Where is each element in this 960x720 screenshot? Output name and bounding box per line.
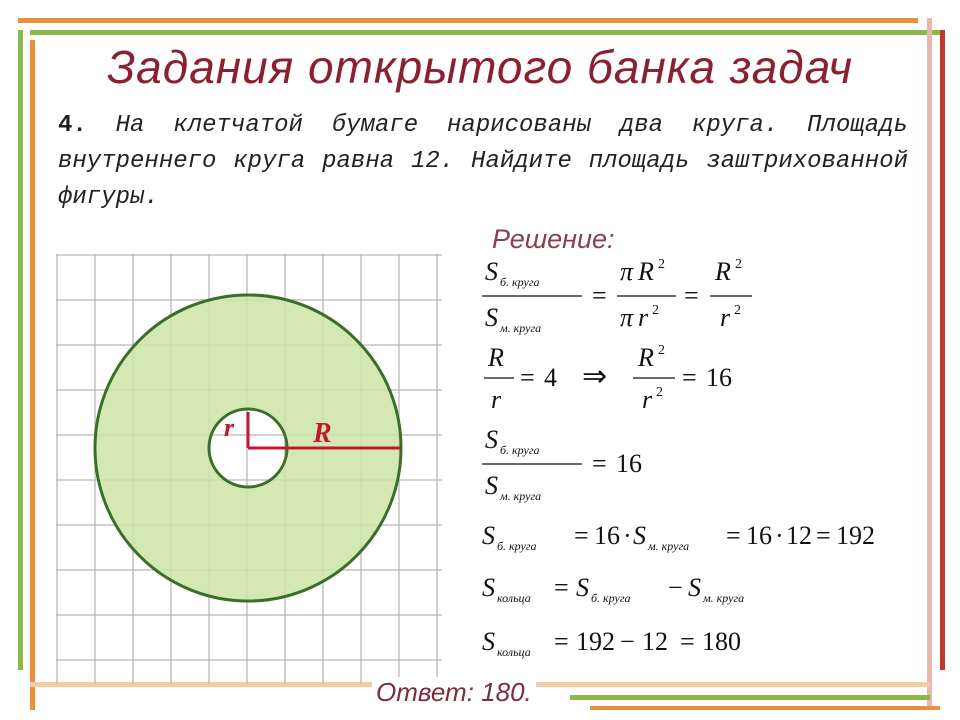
exp-5: 2	[658, 343, 665, 358]
exp-4: 2	[734, 303, 741, 318]
frame-top-orange	[18, 18, 918, 23]
exp-6: 2	[656, 385, 663, 400]
n192-1: 192	[836, 521, 875, 550]
svg-text:=: =	[554, 573, 569, 602]
sub-small-1: м. круга	[500, 321, 542, 335]
svg-text:=: =	[592, 281, 607, 310]
n12-1: 12	[786, 521, 812, 550]
exp-1: 2	[658, 257, 665, 272]
svg-text:=: =	[684, 281, 699, 310]
label-R: R	[313, 418, 332, 449]
svg-text:S: S	[482, 627, 495, 656]
frame-left-orange	[30, 40, 35, 710]
n180: 180	[702, 627, 741, 656]
problem-statement	[58, 108, 908, 216]
page-title: Задания открытого банка задач	[106, 41, 854, 93]
frame-left-green	[18, 30, 23, 670]
sub-big-4: б. круга	[591, 591, 631, 605]
svg-text:=: =	[682, 363, 697, 392]
n12-2: 12	[642, 627, 668, 656]
n16-3: 16	[594, 521, 620, 550]
svg-text:S: S	[485, 303, 498, 332]
figure	[56, 254, 442, 684]
svg-text:r: r	[491, 385, 502, 414]
svg-text:S: S	[633, 521, 646, 550]
svg-text:R: R	[638, 343, 654, 372]
sub-ring-2: кольца	[497, 645, 531, 659]
exp-3: 2	[735, 257, 742, 272]
sub-small-4: м. круга	[703, 591, 745, 605]
sub-small-3: м. круга	[648, 539, 690, 553]
svg-text:−: −	[668, 573, 683, 602]
frame-top-green	[30, 30, 940, 35]
n16-4: 16	[746, 521, 772, 550]
svg-text:=: =	[726, 521, 741, 550]
exp-2: 2	[652, 303, 659, 318]
n16-1: 16	[706, 363, 732, 392]
svg-text:S: S	[688, 573, 701, 602]
svg-text:S: S	[485, 471, 498, 500]
svg-text:=: =	[520, 363, 535, 392]
problem-text: На клетчатой бумаге нарисованы два круга. Площадь внутреннего круга равна 12. Найдите площадь заштрихованной фигуры.	[58, 112, 908, 211]
svg-text:·: ·	[623, 521, 632, 550]
answer: Ответ: 180.	[372, 677, 536, 708]
n4: 4	[544, 363, 557, 392]
svg-text:r: r	[642, 385, 653, 414]
sub-small-2: м. круга	[500, 489, 542, 503]
svg-text:S: S	[576, 573, 589, 602]
svg-text:S: S	[485, 257, 498, 286]
svg-text:⇒: ⇒	[582, 360, 608, 393]
pi-1: π	[620, 257, 634, 286]
svg-text:=: =	[680, 627, 695, 656]
svg-text:=: =	[592, 449, 607, 478]
sub-big-2: б. круга	[500, 443, 540, 457]
frame-bottom-orange	[590, 706, 940, 710]
solution-formulas	[470, 250, 960, 670]
pi-2: π	[620, 303, 634, 332]
svg-text:R: R	[488, 343, 504, 372]
n192-2: 192	[576, 627, 615, 656]
solution-label: Решение:	[492, 224, 615, 254]
label-r: r	[224, 413, 235, 442]
problem-number: 4.	[58, 112, 87, 139]
sub-big-1: б. круга	[500, 275, 540, 289]
svg-text:=: =	[554, 627, 569, 656]
sub-big-3: б. круга	[497, 539, 537, 553]
svg-text:S: S	[485, 425, 498, 454]
svg-text:·: ·	[775, 521, 784, 550]
svg-text:r: r	[638, 303, 649, 332]
svg-text:=: =	[574, 521, 589, 550]
sub-ring-1: кольца	[497, 591, 531, 605]
svg-text:=: =	[816, 521, 831, 550]
n16-2: 16	[616, 449, 642, 478]
svg-text:S: S	[482, 573, 495, 602]
svg-text:−: −	[620, 627, 635, 656]
svg-text:R: R	[715, 257, 731, 286]
svg-text:S: S	[482, 521, 495, 550]
svg-text:r: r	[720, 303, 731, 332]
frame-bottom-green	[570, 695, 930, 700]
svg-text:R: R	[638, 257, 654, 286]
